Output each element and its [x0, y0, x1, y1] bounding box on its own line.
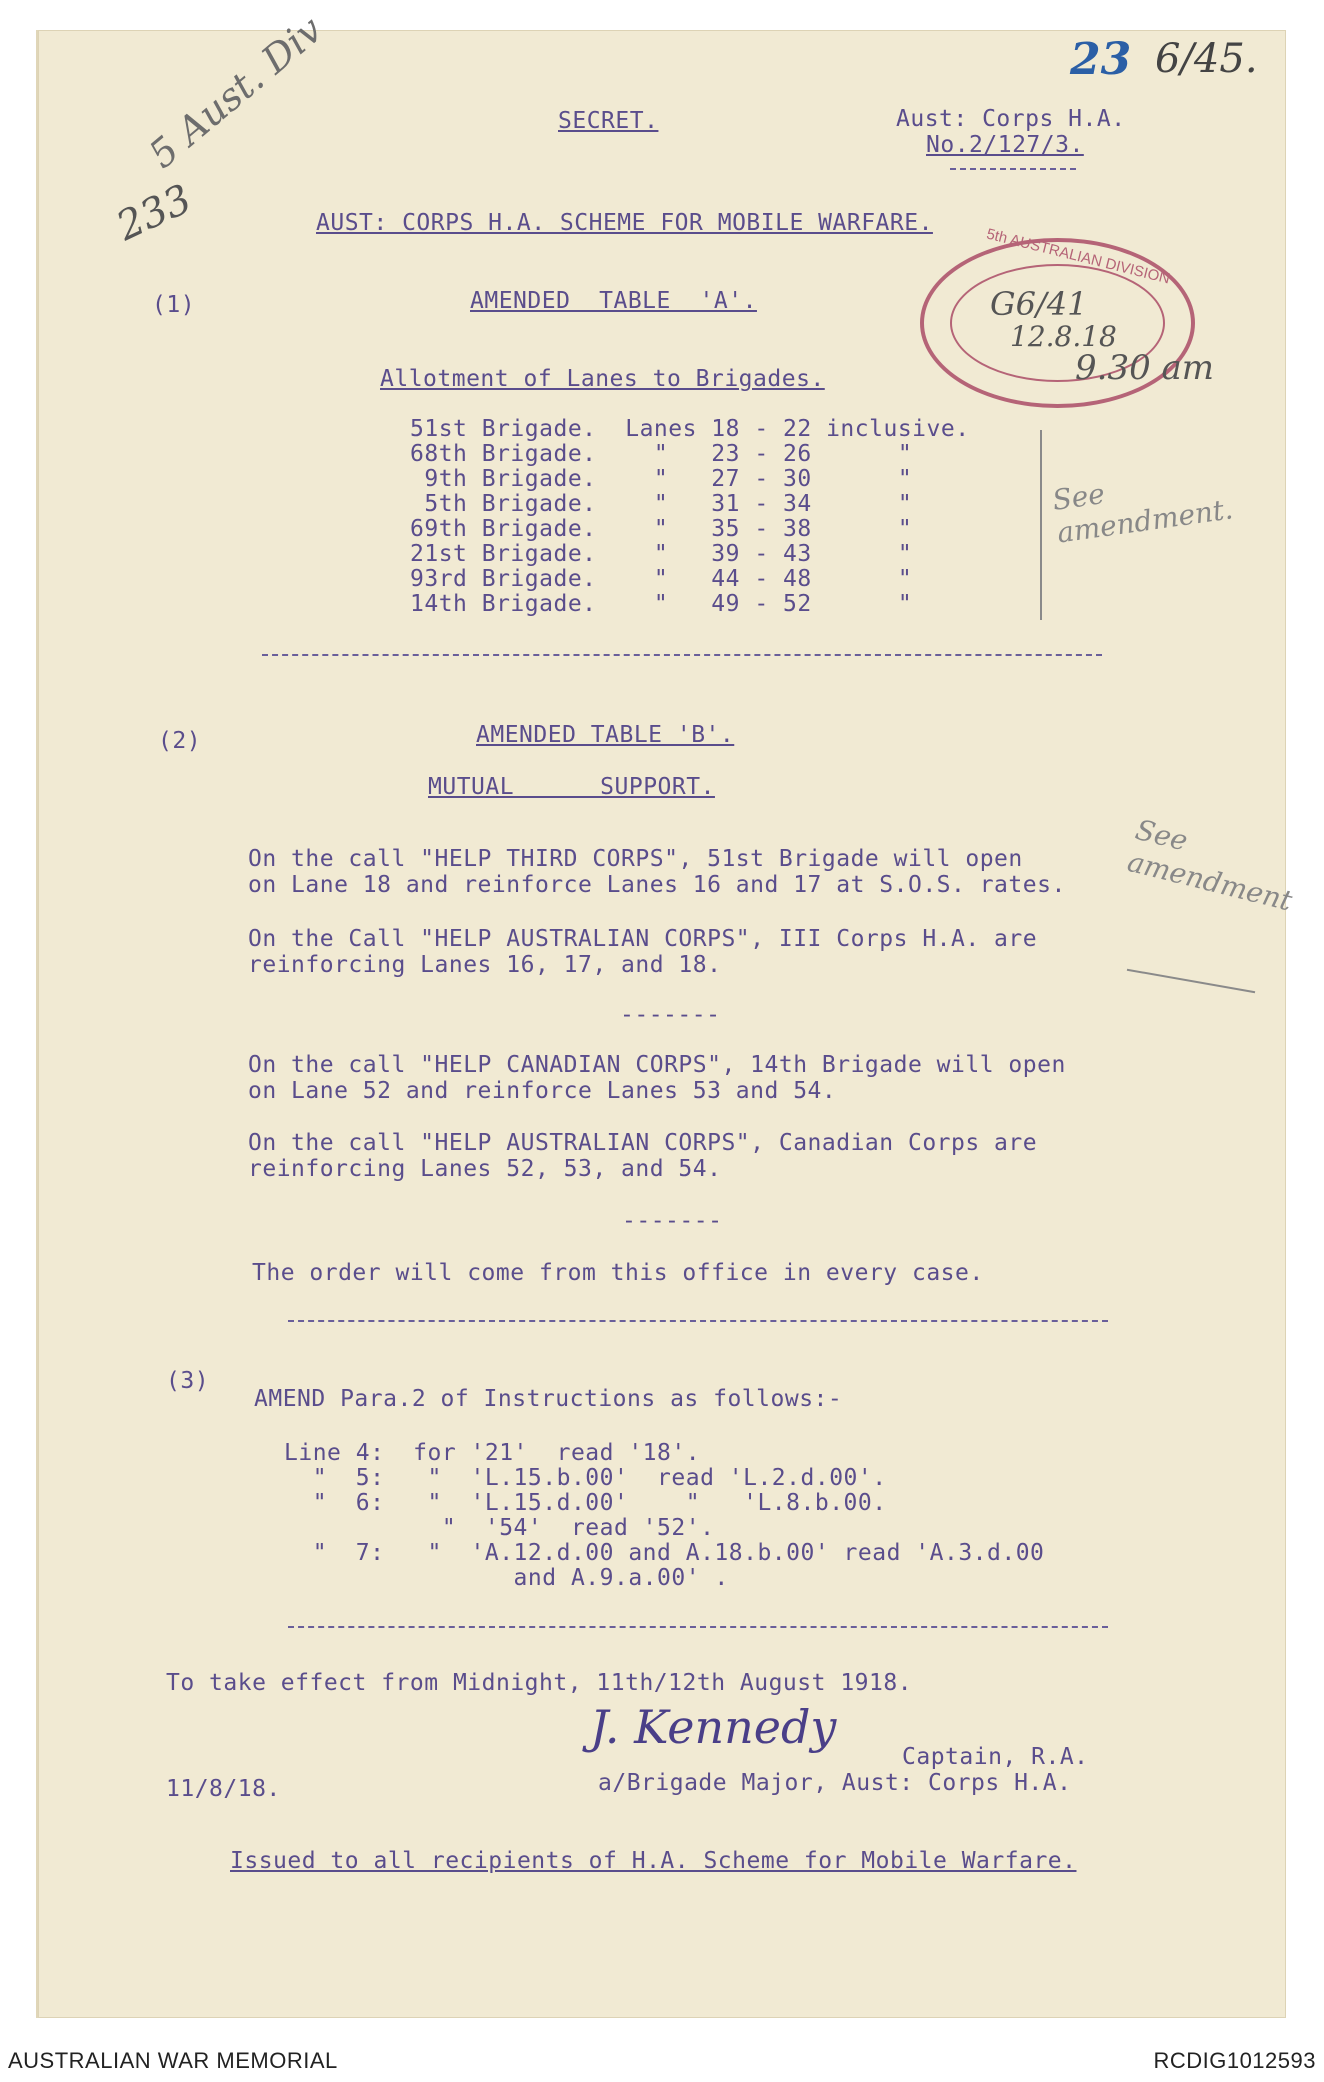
- brigade-name: 9th Brigade.: [410, 466, 597, 492]
- margin-pencil-line: [1040, 430, 1042, 620]
- section-divider: [288, 1626, 1108, 1628]
- separator-line: -------: [622, 1208, 723, 1234]
- brigade-row: [410, 516, 912, 542]
- brigade-lanes: " 31 - 34 ": [625, 491, 913, 517]
- brigade-row: [410, 566, 912, 592]
- section-2-number: (2): [158, 728, 202, 754]
- section-3-intro: AMEND Para.2 of Instructions as follows:-: [254, 1386, 843, 1412]
- document-reference-2: No.2/127/3.: [926, 132, 1084, 158]
- brigade-row: [410, 466, 912, 492]
- effective-date: To take effect from Midnight, 11th/12th August 1918.: [166, 1670, 913, 1696]
- section-1-heading: AMENDED TABLE 'A'.: [470, 288, 757, 314]
- section-1-number: (1): [152, 292, 196, 318]
- brigade-name: 69th Brigade.: [410, 516, 597, 542]
- amendment-line: " 6: " 'L.15.d.00' " 'L.8.b.00.: [284, 1490, 887, 1516]
- section-2-subheading: MUTUAL SUPPORT.: [428, 774, 715, 800]
- separator-line: -------: [620, 1002, 721, 1028]
- signatory-rank: Captain, R.A.: [902, 1744, 1089, 1770]
- brigade-row: [410, 441, 912, 467]
- margin-note-amendment-2: See amendment: [1124, 812, 1296, 918]
- paragraph-help-australian-corps-1: On the Call "HELP AUSTRALIAN CORPS", III Corps H.A. are reinforcing Lanes 16, 17, and 18.: [248, 926, 1038, 978]
- section-1-subheading: Allotment of Lanes to Brigades.: [380, 366, 825, 392]
- brigade-lanes: " 27 - 30 ": [625, 466, 913, 492]
- brigade-lanes: " 23 - 26 ": [625, 441, 913, 467]
- distribution-note: Issued to all recipients of H.A. Scheme for Mobile Warfare.: [230, 1848, 1077, 1874]
- section-divider: [262, 654, 1102, 656]
- reference-divider: [950, 168, 1076, 170]
- brigade-lanes: Lanes 18 - 22 inclusive.: [625, 416, 970, 442]
- signature: J. Kennedy: [590, 1700, 837, 1754]
- brigade-name: 51st Brigade.: [410, 416, 597, 442]
- stamp-time: 9.30 am: [1075, 348, 1215, 388]
- brigade-lanes: " 44 - 48 ": [625, 566, 913, 592]
- handwritten-file-number: 6/45.: [1155, 36, 1258, 82]
- document-reference-1: Aust: Corps H.A.: [896, 106, 1126, 132]
- archive-reference: RCDIG1012593: [1153, 2048, 1316, 2073]
- margin-note-amendment-1: See amendment.: [1050, 476, 1235, 550]
- brigade-lanes: " 49 - 52 ": [625, 591, 913, 617]
- paragraph-help-canadian-corps: On the call "HELP CANADIAN CORPS", 14th Brigade will open on Lane 52 and reinforce Lanes 53 and 54.: [248, 1052, 1066, 1104]
- archive-credit: AUSTRALIAN WAR MEMORIAL: [8, 2048, 338, 2073]
- amendment-line: and A.9.a.00' .: [284, 1565, 729, 1591]
- brigade-name: 93rd Brigade.: [410, 566, 597, 592]
- amendment-line: " '54' read '52'.: [284, 1515, 715, 1541]
- section-divider: [288, 1320, 1108, 1322]
- issue-date: 11/8/18.: [166, 1776, 281, 1802]
- stamp-reference: G6/41: [990, 285, 1088, 323]
- brigade-lanes: " 35 - 38 ": [625, 516, 913, 542]
- brigade-row: [410, 416, 970, 442]
- brigade-name: 14th Brigade.: [410, 591, 597, 617]
- stamp-division-text: 5th AUSTRALIAN DIVISION: [984, 225, 1172, 288]
- signatory-position: a/Brigade Major, Aust: Corps H.A.: [598, 1770, 1072, 1796]
- brigade-row: [410, 541, 912, 567]
- amendment-line: " 5: " 'L.15.b.00' read 'L.2.d.00'.: [284, 1465, 887, 1491]
- section-2-heading: AMENDED TABLE 'B'.: [476, 722, 735, 748]
- handwritten-number-blue: 23: [1070, 34, 1132, 85]
- brigade-name: 68th Brigade.: [410, 441, 597, 467]
- amendment-line: Line 4: for '21' read '18'.: [284, 1440, 701, 1466]
- handwritten-division-note: 5 Aust. Div: [140, 7, 331, 177]
- document-title: AUST: CORPS H.A. SCHEME FOR MOBILE WARFARE.: [316, 210, 933, 236]
- brigade-row: [410, 491, 912, 517]
- order-statement: The order will come from this office in every case.: [252, 1260, 984, 1286]
- brigade-row: [410, 591, 912, 617]
- brigade-name: 5th Brigade.: [410, 491, 597, 517]
- paragraph-help-third-corps: On the call "HELP THIRD CORPS", 51st Brigade will open on Lane 18 and reinforce Lanes 16 and 17 at S.O.S. rates.: [248, 846, 1066, 898]
- amendment-line: " 7: " 'A.12.d.00 and A.18.b.00' read 'A.3.d.00: [284, 1540, 1045, 1566]
- paragraph-help-australian-corps-2: On the call "HELP AUSTRALIAN CORPS", Canadian Corps are reinforcing Lanes 52, 53, and 54.: [248, 1130, 1038, 1182]
- stamp-date: 12.8.18: [1010, 320, 1117, 353]
- secret-classification: SECRET.: [558, 108, 659, 134]
- brigade-name: 21st Brigade.: [410, 541, 597, 567]
- handwritten-number-left: 233: [109, 176, 199, 250]
- section-3-number: (3): [166, 1368, 210, 1394]
- brigade-lanes: " 39 - 43 ": [625, 541, 913, 567]
